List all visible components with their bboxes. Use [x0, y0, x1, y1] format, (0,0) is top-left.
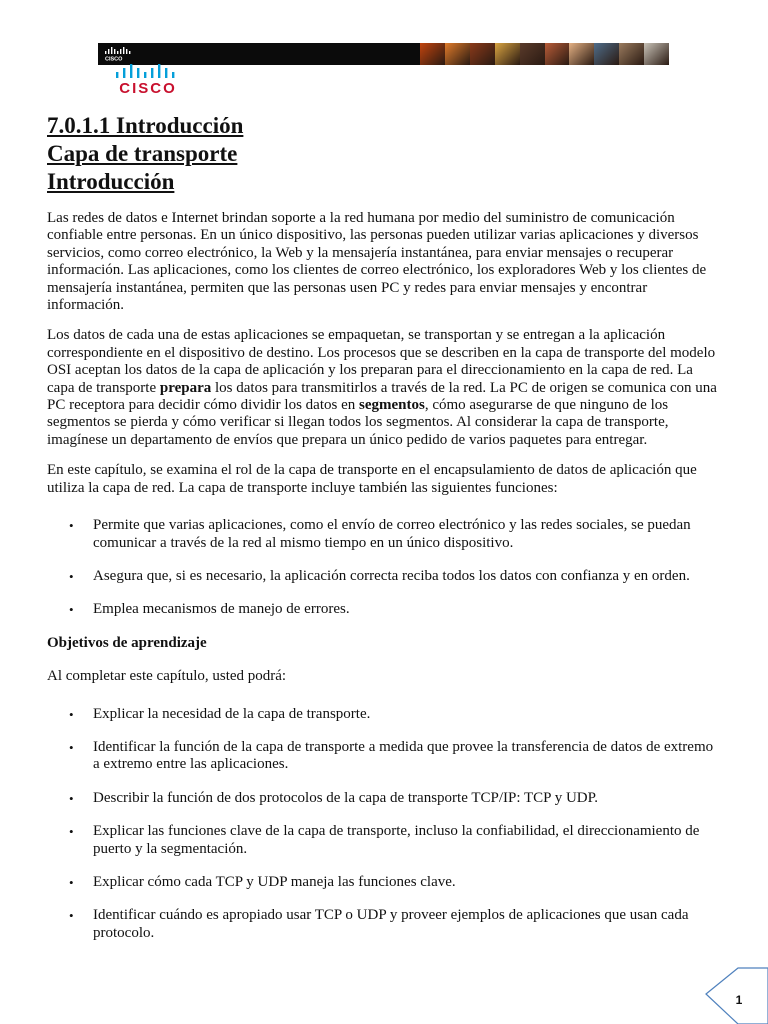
title-line-3: Introducción	[47, 169, 175, 194]
list-item-text: Identificar la función de la capa de transporte a medida que provee la transferencia de datos de extremo a extremo entre las aplicaciones.	[93, 738, 714, 773]
intro-paragraph: Las redes de datos e Internet brindan soporte a la red humana por medio del suministro de comunicación confiable entre personas. En un único dispositivo, las personas pueden utilizar varias aplicaciones y diversos servicios, como correo electrónico, la Web y la mensajería instantánea, para enviar mensajes o recuperar información. Las aplicaciones, como los clientes de correo electrónico, los exploradores Web y los clientes de mensajería instantánea, permiten que las personas usen PC y redes para enviar mensajes y encontrar información.	[47, 210, 707, 314]
list-item	[47, 907, 722, 942]
bullet-icon: •	[69, 790, 74, 806]
cisco-bars-icon	[113, 64, 183, 80]
title-line-2: Capa de transporte	[47, 141, 238, 166]
bullet-icon: •	[69, 518, 74, 534]
cisco-logo	[113, 64, 183, 98]
banner-photo	[520, 43, 545, 65]
list-item-text: Identificar cuándo es apropiado usar TCP o UDP y proveer ejemplos de aplicaciones que usan cada protocolo.	[93, 907, 689, 941]
list-item	[47, 874, 722, 891]
list-item	[47, 517, 722, 552]
banner-photo	[445, 43, 470, 65]
banner-logo-text: CISCO	[105, 56, 123, 62]
banner-photo	[569, 43, 594, 65]
banner-photo-strip	[420, 43, 669, 65]
cisco-banner-logo	[104, 46, 134, 62]
cisco-logo-text: CISCO	[119, 80, 177, 97]
bullet-icon: •	[69, 908, 74, 924]
banner-photo	[594, 43, 619, 65]
header-banner	[98, 43, 669, 65]
list-item-text: Permite que varias aplicaciones, como el envío de correo electrónico y las redes sociales, se puedan comunicar a través de la red al mismo tiempo en un único dispositivo.	[93, 517, 691, 551]
banner-photo	[644, 43, 669, 65]
page-number: 1	[735, 993, 743, 1007]
paragraph-text: Los datos de cada una de estas aplicaciones se empaquetan, se transportan y se entregan a la aplicación correspondiente en el dispositivo de destino. Los procesos que se describen en la capa de transporte del modelo OSI aceptan los datos de la capa de aplicación y los preparan para el direccionamiento en la capa de red. La capa de transporte	[47, 327, 716, 396]
list-item	[47, 601, 722, 618]
chapter-paragraph: En este capítulo, se examina el rol de la capa de transporte en el encapsulamiento de datos de aplicación que utiliza la capa de red. La capa de transporte incluye también las siguientes funciones:	[47, 462, 697, 496]
paragraph-text: los datos para transmitirlos a través de la red. La PC de origen se comunica con una PC receptora para decidir cómo dividir los datos en	[47, 379, 717, 414]
bullet-icon: •	[69, 706, 74, 722]
banner-photo	[545, 43, 570, 65]
list-item	[47, 739, 722, 774]
bullet-icon: •	[69, 568, 74, 584]
list-item	[47, 568, 722, 585]
objectives-intro: Al completar este capítulo, usted podrá:	[47, 668, 287, 685]
bullet-icon: •	[69, 739, 74, 755]
list-item-text: Explicar las funciones clave de la capa de transporte, incluso la confiabilidad, el direccionamiento de puerto y la segmentación.	[93, 823, 700, 857]
objectives-heading: Objetivos de aprendizaje	[47, 634, 207, 651]
list-item	[47, 823, 722, 858]
banner-photo	[495, 43, 520, 65]
transport-paragraph	[47, 327, 722, 449]
banner-photo	[470, 43, 495, 65]
banner-photo	[619, 43, 644, 65]
bullet-icon: •	[69, 602, 74, 618]
list-item-text: Explicar la necesidad de la capa de transporte.	[93, 705, 371, 722]
list-item	[47, 790, 722, 807]
bold-term-segmentos: segmentos	[359, 397, 425, 414]
list-item	[47, 706, 722, 723]
title-line-1: 7.0.1.1 Introducción	[47, 113, 244, 138]
bold-term-prepara: prepara	[159, 379, 212, 396]
bullet-icon: •	[69, 874, 74, 890]
list-item-text: Emplea mecanismos de manejo de errores.	[93, 601, 350, 618]
bullet-icon: •	[69, 824, 74, 840]
objectives-list	[47, 706, 722, 943]
list-item-text: Asegura que, si es necesario, la aplicación correcta reciba todos los datos con confianza y en orden.	[93, 567, 690, 584]
banner-photo	[420, 43, 445, 65]
list-item-text: Explicar cómo cada TCP y UDP maneja las funciones clave.	[93, 873, 456, 890]
document-body	[47, 112, 722, 958]
page-title	[47, 112, 722, 196]
functions-list	[47, 517, 722, 619]
list-item-text: Describir la función de dos protocolos de la capa de transporte TCP/IP: TCP y UDP.	[93, 789, 599, 806]
paragraph-text: , cómo asegurarse de que ninguno de los segmentos se pierda y cómo verificar si llegan todos los segmentos. Al considerar la capa de transporte, imagínese un departamento de envíos que prepara un único pedido de varios paquetes para entregar.	[47, 397, 669, 448]
